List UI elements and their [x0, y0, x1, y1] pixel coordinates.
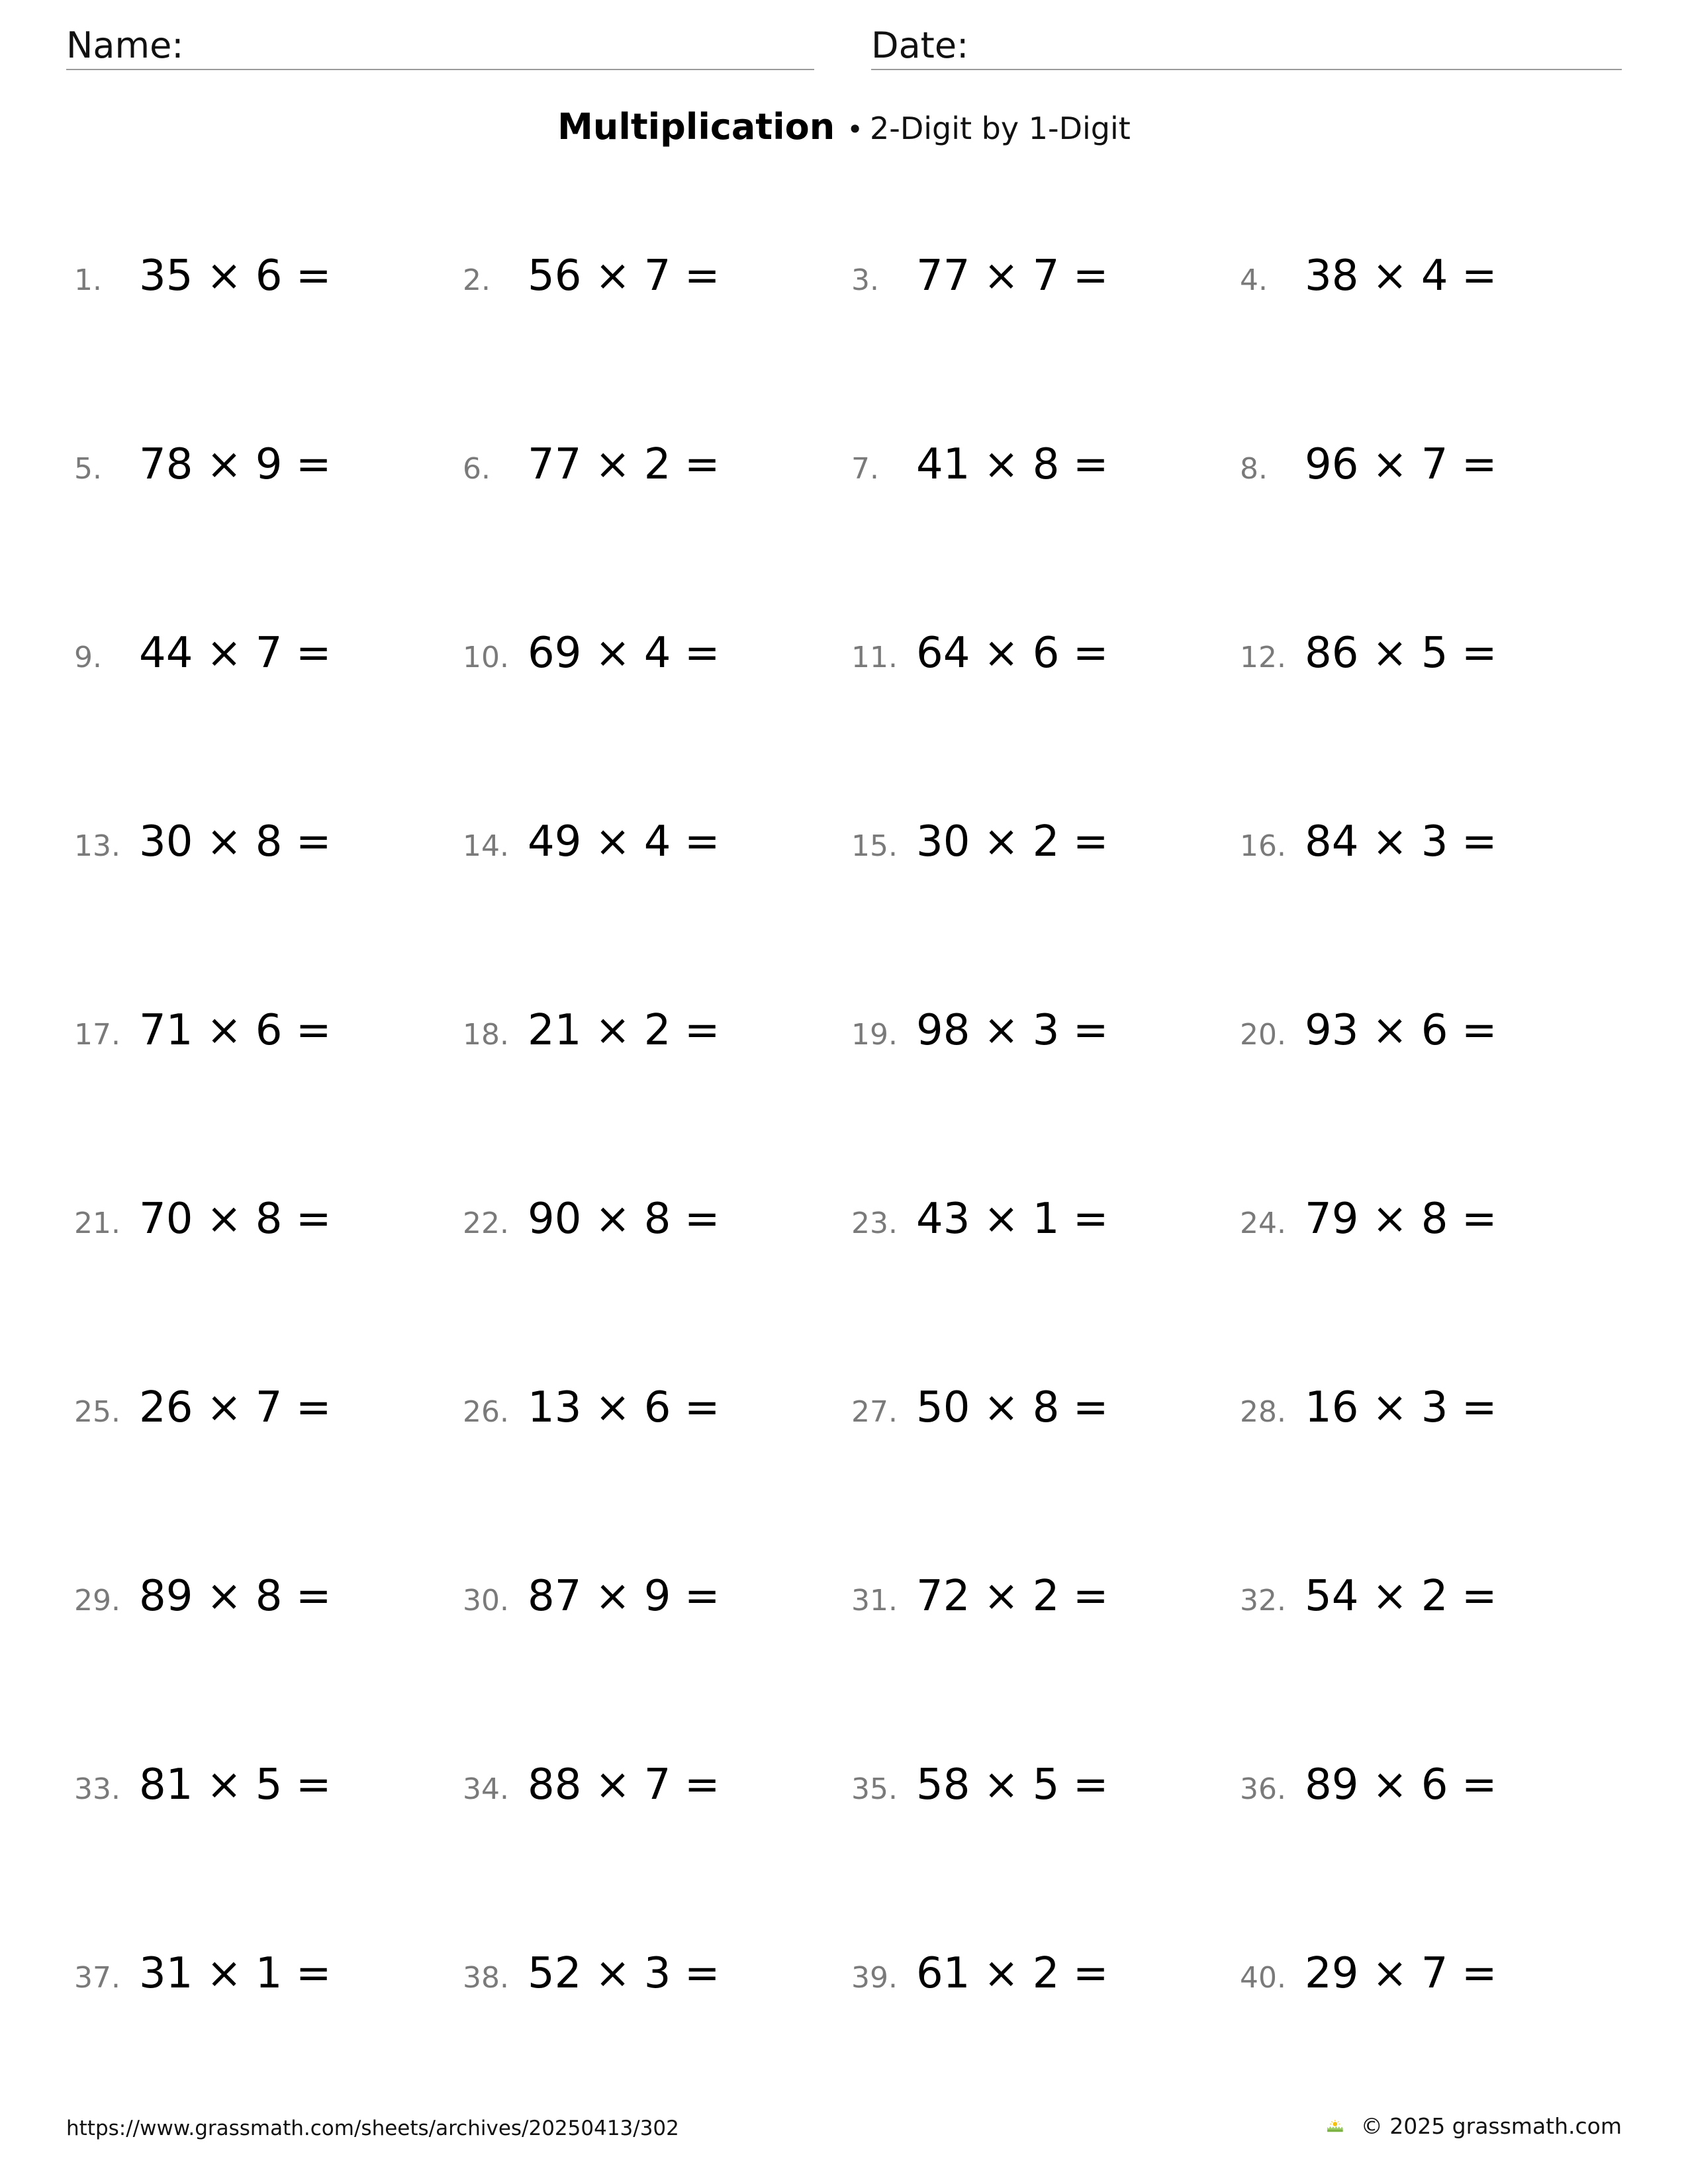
- problems-grid: [74, 251, 1630, 2138]
- problem-expression: 21 × 2 =: [528, 1006, 720, 1055]
- problem-number: 2.: [463, 263, 491, 297]
- problem-expression: 69 × 4 =: [528, 629, 720, 678]
- footer-url: https://www.grassmath.com/sheets/archives/20250413/302: [66, 2116, 679, 2140]
- problem-item: [74, 817, 463, 884]
- problem-number: 33.: [74, 1772, 120, 1806]
- problem-number: 7.: [851, 452, 879, 486]
- problem-item: [74, 1006, 463, 1072]
- problem-expression: 79 × 8 =: [1305, 1195, 1497, 1244]
- problem-number: 21.: [74, 1206, 120, 1240]
- problem-number: 30.: [463, 1584, 509, 1617]
- problem-expression: 13 × 6 =: [528, 1383, 720, 1432]
- problem-number: 37.: [74, 1961, 120, 1995]
- problem-expression: 61 × 2 =: [916, 1949, 1109, 1998]
- title-main: Multiplication: [557, 106, 835, 148]
- problem-item: [851, 1572, 1240, 1638]
- problem-number: 6.: [463, 452, 491, 486]
- worksheet-title: [0, 106, 1688, 148]
- problem-number: 35.: [851, 1772, 898, 1806]
- name-label: Name:: [66, 24, 184, 66]
- problem-expression: 78 × 9 =: [139, 440, 332, 489]
- problem-number: 32.: [1240, 1584, 1286, 1617]
- problem-item: [74, 629, 463, 695]
- problem-number: 15.: [851, 829, 898, 863]
- problem-item: [74, 1760, 463, 1827]
- problem-item: [1240, 1383, 1628, 1449]
- problem-item: [463, 1949, 851, 2015]
- problem-expression: 16 × 3 =: [1305, 1383, 1497, 1432]
- problem-item: [851, 1195, 1240, 1261]
- problem-number: 14.: [463, 829, 509, 863]
- problem-number: 3.: [851, 263, 879, 297]
- title-separator: •: [847, 113, 863, 146]
- problem-number: 4.: [1240, 263, 1268, 297]
- problem-item: [463, 1760, 851, 1827]
- footer-brand: [1327, 2105, 1622, 2147]
- problem-number: 40.: [1240, 1961, 1286, 1995]
- problem-expression: 84 × 3 =: [1305, 817, 1497, 866]
- problem-expression: 58 × 5 =: [916, 1760, 1109, 1809]
- problem-number: 12.: [1240, 641, 1286, 674]
- problem-expression: 52 × 3 =: [528, 1949, 720, 1998]
- problem-expression: 41 × 8 =: [916, 440, 1109, 489]
- problem-item: [1240, 440, 1628, 506]
- problem-expression: 26 × 7 =: [139, 1383, 332, 1432]
- problem-expression: 77 × 2 =: [528, 440, 720, 489]
- problem-item: [74, 1195, 463, 1261]
- problem-number: 16.: [1240, 829, 1286, 863]
- problem-item: [1240, 817, 1628, 884]
- problem-item: [463, 1383, 851, 1449]
- problem-expression: 87 × 9 =: [528, 1572, 720, 1621]
- problem-number: 28.: [1240, 1395, 1286, 1429]
- problem-number: 36.: [1240, 1772, 1286, 1806]
- problem-item: [463, 440, 851, 506]
- date-field[interactable]: [871, 23, 1622, 70]
- problem-number: 13.: [74, 829, 120, 863]
- name-field[interactable]: [66, 23, 814, 70]
- problem-item: [74, 1949, 463, 2015]
- problem-number: 17.: [74, 1018, 120, 1052]
- problem-number: 9.: [74, 641, 102, 674]
- problem-number: 19.: [851, 1018, 898, 1052]
- problem-number: 27.: [851, 1395, 898, 1429]
- problem-item: [1240, 251, 1628, 318]
- problem-number: 34.: [463, 1772, 509, 1806]
- problem-expression: 43 × 1 =: [916, 1195, 1109, 1244]
- problem-item: [74, 251, 463, 318]
- problem-expression: 88 × 7 =: [528, 1760, 720, 1809]
- problem-item: [74, 1383, 463, 1449]
- problem-item: [463, 1006, 851, 1072]
- problem-item: [463, 817, 851, 884]
- problem-item: [463, 629, 851, 695]
- problem-expression: 86 × 5 =: [1305, 629, 1497, 678]
- problem-number: 25.: [74, 1395, 120, 1429]
- problem-item: [851, 817, 1240, 884]
- problem-number: 39.: [851, 1961, 898, 1995]
- problem-expression: 50 × 8 =: [916, 1383, 1109, 1432]
- problem-expression: 98 × 3 =: [916, 1006, 1109, 1055]
- problem-expression: 81 × 5 =: [139, 1760, 332, 1809]
- problem-item: [851, 1949, 1240, 2015]
- problem-item: [851, 1760, 1240, 1827]
- problem-number: 24.: [1240, 1206, 1286, 1240]
- grass-sun-logo-icon: [1327, 2109, 1344, 2143]
- problem-number: 18.: [463, 1018, 509, 1052]
- problem-expression: 54 × 2 =: [1305, 1572, 1497, 1621]
- problem-item: [463, 1572, 851, 1638]
- problem-item: [851, 1383, 1240, 1449]
- problem-expression: 89 × 8 =: [139, 1572, 332, 1621]
- problem-item: [1240, 1572, 1628, 1638]
- problem-number: 22.: [463, 1206, 509, 1240]
- date-label: Date:: [871, 24, 969, 66]
- problem-expression: 77 × 7 =: [916, 251, 1109, 300]
- problem-number: 8.: [1240, 452, 1268, 486]
- problem-item: [851, 629, 1240, 695]
- problem-expression: 89 × 6 =: [1305, 1760, 1497, 1809]
- problem-item: [74, 440, 463, 506]
- problem-number: 31.: [851, 1584, 898, 1617]
- problem-item: [463, 1195, 851, 1261]
- problem-item: [463, 251, 851, 318]
- problem-expression: 93 × 6 =: [1305, 1006, 1497, 1055]
- problem-item: [1240, 629, 1628, 695]
- title-subtitle: 2-Digit by 1-Digit: [869, 111, 1131, 146]
- problem-number: 23.: [851, 1206, 898, 1240]
- problem-expression: 96 × 7 =: [1305, 440, 1497, 489]
- problem-item: [1240, 1195, 1628, 1261]
- problem-expression: 31 × 1 =: [139, 1949, 332, 1998]
- problem-expression: 64 × 6 =: [916, 629, 1109, 678]
- problem-expression: 35 × 6 =: [139, 251, 332, 300]
- problem-number: 1.: [74, 263, 102, 297]
- problem-expression: 30 × 8 =: [139, 817, 332, 866]
- problem-expression: 56 × 7 =: [528, 251, 720, 300]
- problem-item: [1240, 1760, 1628, 1827]
- problem-number: 38.: [463, 1961, 509, 1995]
- footer-copyright: © 2025 grassmath.com: [1360, 2113, 1622, 2139]
- problem-number: 5.: [74, 452, 102, 486]
- problem-item: [851, 1006, 1240, 1072]
- problem-expression: 44 × 7 =: [139, 629, 332, 678]
- problem-expression: 38 × 4 =: [1305, 251, 1497, 300]
- problem-number: 26.: [463, 1395, 509, 1429]
- problem-expression: 90 × 8 =: [528, 1195, 720, 1244]
- problem-number: 20.: [1240, 1018, 1286, 1052]
- problem-expression: 49 × 4 =: [528, 817, 720, 866]
- problem-expression: 70 × 8 =: [139, 1195, 332, 1244]
- problem-number: 11.: [851, 641, 898, 674]
- problem-expression: 29 × 7 =: [1305, 1949, 1497, 1998]
- problem-item: [851, 440, 1240, 506]
- problem-item: [74, 1572, 463, 1638]
- problem-expression: 30 × 2 =: [916, 817, 1109, 866]
- problem-item: [1240, 1006, 1628, 1072]
- problem-expression: 72 × 2 =: [916, 1572, 1109, 1621]
- problem-number: 10.: [463, 641, 509, 674]
- problem-expression: 71 × 6 =: [139, 1006, 332, 1055]
- problem-item: [851, 251, 1240, 318]
- problem-item: [1240, 1949, 1628, 2015]
- problem-number: 29.: [74, 1584, 120, 1617]
